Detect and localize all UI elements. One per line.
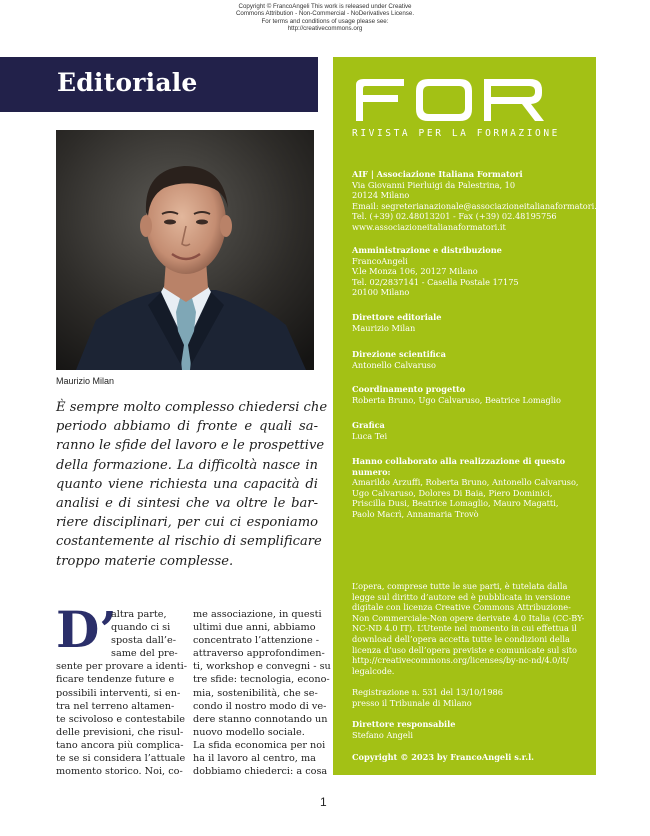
license-block	[352, 581, 592, 676]
graphics-block	[352, 420, 592, 441]
body-line: concentrato l’attenzione -	[193, 635, 320, 647]
body-line: altra parte,	[111, 609, 167, 620]
body-line: momento storico. Noi, co-	[56, 766, 183, 778]
collaborators-line: Amarildo Arzuffi, Roberta Bruno, Antonello Calvaruso,	[352, 477, 579, 488]
director-heading: Direttore editoriale	[352, 312, 442, 322]
graphics-heading: Grafica	[352, 420, 385, 430]
body-line: te scivoloso e contestabile	[56, 713, 186, 725]
body-line: ha il lavoro al centro, ma	[193, 753, 316, 765]
lead-paragraph	[56, 398, 328, 571]
license-link[interactable]: http://creativecommons.org/licenses/by-nc-nd/4.0/it/	[352, 655, 569, 666]
copyright-line: Copyright © 2023 by FrancoAngeli s.r.l.	[352, 752, 535, 762]
notice-line: Copyright © FrancoAngeli This work is released under Creative	[238, 3, 412, 10]
author-photo	[56, 130, 314, 370]
license-line: digitale con licenza Creative Commons Attribuzione-	[352, 602, 571, 613]
coordination-heading: Coordinamento progetto	[352, 384, 466, 394]
body-line: nuovo modello sociale.	[193, 726, 305, 738]
coordination-block	[352, 384, 592, 405]
collaborators-line: Paolo Macrì, Annamaria Trovò	[352, 508, 479, 519]
body-line: quando ci si	[111, 622, 171, 634]
lead-line: troppo materie complesse.	[56, 553, 234, 569]
license-line: Non Commerciale-Non opere derivate 4.0 Italia (CC-BY-	[352, 612, 585, 623]
admin-block	[352, 245, 592, 298]
body-line: sposta dall’e-	[111, 635, 176, 647]
body-line: te se si considera l’attuale	[56, 753, 186, 765]
aif-website-link[interactable]: www.associazioneitalianaformatori.it	[352, 221, 506, 232]
body-line: ficare tendenze future e	[56, 674, 175, 686]
body-line: dobbiamo chiederci: a cosa	[193, 766, 328, 778]
body-line: me associazione, in questi	[193, 609, 322, 620]
editorial-banner	[0, 57, 318, 112]
for-logo	[352, 77, 552, 123]
body-column-2	[193, 608, 331, 778]
aif-line: Via Giovanni Pierluigi da Palestrina, 10	[352, 179, 516, 190]
collaborators-line: Priscilla Dusi, Beatrice Lomaglio, Mauro Magatti,	[352, 498, 559, 509]
collaborators-line: Ugo Calvaruso, Dolores Di Baia, Piero Dominici,	[352, 487, 553, 498]
aif-email[interactable]: Email: segreterianazionale@associazioneitalianaformatori.it	[352, 200, 603, 211]
copyright-block	[352, 752, 592, 763]
collaborators-heading-cont: numero:	[352, 466, 391, 477]
body-line: sente per provare a identi-	[56, 661, 188, 673]
license-line: L’opera, comprese tutte le sue parti, è tutelata dalla	[352, 581, 568, 591]
license-line: licenza d’uso dell’opera previste e comunicate sul sito	[352, 644, 577, 655]
license-line: NC-ND 4.0 IT). L’Utente nel momento in cui effettua il	[352, 623, 577, 634]
responsible-value: Stefano Angeli	[352, 729, 413, 740]
body-line: attraverso approfondimen-	[193, 648, 325, 660]
body-line: tre sfide: tecnologia, econo-	[193, 674, 330, 686]
registration-line: presso il Tribunale di Milano	[352, 697, 472, 708]
body-line: ti, workshop e convegni - su	[193, 661, 331, 673]
notice-line: Commons Attribution - Non-Commercial - NoDerivatives License.	[235, 10, 415, 18]
body-line: dere stanno connotando un	[193, 713, 328, 725]
section-title: Editoriale	[57, 68, 198, 97]
portrait-illustration	[56, 130, 314, 370]
scientific-heading: Direzione scientifica	[352, 349, 446, 359]
scientific-block	[352, 349, 592, 370]
aif-line: Tel. (+39) 02.48013201 - Fax (+39) 02.48195756	[352, 211, 557, 222]
aif-heading: AIF | Associazione Italiana Formatori	[352, 169, 523, 179]
aif-block	[352, 169, 603, 233]
body-column-1	[56, 608, 188, 778]
admin-line: V.le Monza 106, 20127 Milano	[352, 266, 478, 277]
lead-line: quanto viene richiesta una capacità di	[56, 476, 318, 492]
scientific-value: Antonello Calvaruso	[352, 359, 436, 370]
collaborators-block	[352, 456, 592, 520]
body-line: tra nel terreno altamen-	[56, 700, 175, 712]
copyright-notice	[0, 3, 650, 33]
lead-line: ranno le sfide del lavoro e le prospettive	[56, 438, 325, 454]
photo-caption: Maurizio Milan	[56, 376, 115, 386]
lead-line: della formazione. La difficoltà nasce in	[56, 457, 318, 473]
registration-block	[352, 687, 592, 708]
responsible-block	[352, 719, 592, 740]
admin-line: FrancoAngeli	[352, 255, 408, 266]
page-number: 1	[320, 795, 327, 809]
responsible-heading: Direttore responsabile	[352, 719, 456, 729]
license-link-cont[interactable]: legalcode.	[352, 665, 395, 676]
admin-heading: Amministrazione e distribuzione	[352, 245, 502, 255]
license-line: legge sul diritto d’autore ed è pubblicata in versione	[352, 591, 571, 602]
drop-cap: D’	[56, 600, 117, 659]
lead-line: analisi e di sintesi che va oltre le bar-	[56, 496, 318, 512]
body-line: same del pre-	[111, 648, 178, 660]
notice-line: For terms and conditions of usage please see:	[261, 17, 389, 25]
coordination-value: Roberta Bruno, Ugo Calvaruso, Beatrice Lomaglio	[352, 394, 561, 405]
body-line: mia, sostenibilità, che se-	[193, 687, 318, 699]
lead-line: costantemente al rischio di semplificare	[56, 534, 322, 550]
body-line: possibili interventi, si en-	[56, 687, 181, 699]
body-line: ultimi due anni, abbiamo	[193, 622, 316, 634]
lead-line: riere disciplinari, per cui ci esponiamo	[56, 515, 318, 531]
aif-line: 20124 Milano	[352, 190, 410, 201]
body-line: tano ancora più complica-	[56, 739, 184, 751]
body-line: La sfida economica per noi	[193, 739, 326, 751]
body-line: delle previsioni, che risul-	[56, 726, 184, 738]
graphics-value: Luca Tei	[352, 430, 388, 441]
collaborators-heading: Hanno collaborato alla realizzazione di questo	[352, 456, 566, 466]
notice-link[interactable]: http://creativecommons.org	[287, 25, 363, 33]
director-value: Maurizio Milan	[352, 322, 416, 333]
director-block	[352, 312, 592, 333]
admin-line: 20100 Milano	[352, 287, 410, 298]
lead-line: periodo abbiamo di fronte e quali sa-	[56, 419, 318, 435]
lead-line: È sempre molto complesso chiedersi che	[56, 400, 328, 415]
registration-line: Registrazione n. 531 del 13/10/1986	[352, 687, 503, 697]
magazine-subtitle: RIVISTA PER LA FORMAZIONE	[352, 128, 560, 139]
license-line: download dell’opera accetta tutte le condizioni della	[352, 633, 570, 644]
admin-line: Tel. 02/2837141 - Casella Postale 17175	[352, 276, 519, 287]
body-line: condo il nostro modo di ve-	[193, 700, 327, 712]
